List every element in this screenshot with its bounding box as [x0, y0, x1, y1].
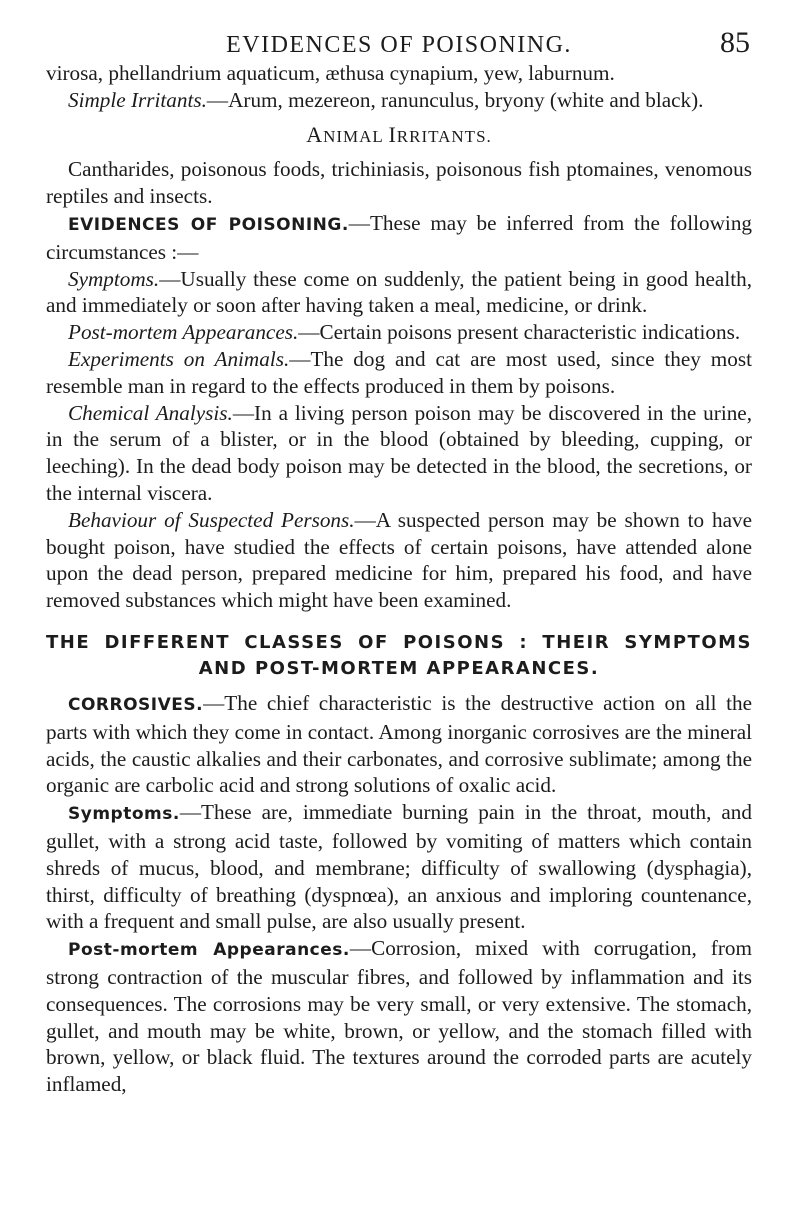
evidences-lead: EVIDENCES OF POISONING.	[68, 214, 349, 235]
page-body	[46, 60, 752, 1098]
running-head	[46, 12, 752, 60]
corrosives-lead: CORROSIVES.	[68, 694, 204, 715]
corrosives-text: —The chief characteristic is the destructive action on all the parts with which they come in contact. Among inorganic corrosives are the mineral acids, the caustic alkalies and their carbonates, and corrosive sublimate; among the organic are carbolic acid and strong solutions of oxalic acid.	[46, 690, 752, 798]
heading-cap: A	[306, 121, 324, 147]
evidence-item-text: —A suspected person may be shown to have bought poison, have studied the effects of certain poisons, have attended alone upon the dead person, prepared medicine for him, prepared his food, and have removed substances which might have been examined.	[46, 507, 752, 613]
heading-cap: I	[388, 121, 397, 147]
running-head-title: EVIDENCES OF POISONING.	[226, 32, 572, 58]
animal-irritants-heading	[46, 122, 752, 151]
symptoms-lead: Symptoms.	[68, 804, 180, 825]
evidence-item-label: Symptoms.	[68, 266, 160, 291]
evidence-item-label: Chemical Analysis.	[68, 400, 233, 425]
evidence-item-text: —The dog and cat are most used, since they most resemble man in regard to the effects produced in them by poisons.	[46, 346, 752, 398]
evidences-paragraph	[46, 210, 752, 266]
evidence-item-text: —Usually these come on suddenly, the patient being in good health, and immediately or soon after having taken a meal, medicine, or drink.	[46, 266, 752, 318]
classes-section-heading: THE DIFFERENT CLASSES OF POISONS : THEIR SYMPTOMS AND POST-MORTEM APPEARANCES.	[46, 631, 752, 679]
continuation-paragraph: virosa, phellandrium aquaticum, æthusa cynapium, yew, laburnum.	[46, 61, 615, 85]
evidence-item	[46, 400, 752, 507]
postmortem-paragraph	[46, 935, 752, 1098]
simple-irritants-label: Simple Irritants.	[68, 87, 207, 112]
simple-irritants-text: —Arum, mezereon, ranunculus, bryony (white and black).	[206, 87, 704, 112]
evidence-item	[46, 266, 752, 320]
evidence-item-label: Behaviour of Suspected Persons.	[68, 507, 355, 532]
evidence-item	[46, 507, 752, 614]
evidence-item	[46, 346, 752, 400]
evidence-item-label: Experiments on Animals.	[68, 346, 290, 371]
evidence-item-text: —In a living person poison may be discovered in the urine, in the serum of a blister, or in the blood (obtained by bleeding, cupping, or leeching). In the dead body poison may be detected in the blood, the secretions, or the internal viscera.	[46, 400, 752, 505]
postmortem-lead: Post-mortem Appearances.	[68, 940, 350, 961]
evidences-text: —These may be inferred from the following circumstances :—	[46, 210, 753, 264]
corrosives-paragraph	[46, 690, 752, 799]
evidence-item-label: Post-mortem Appearances.	[68, 320, 299, 345]
simple-irritants-paragraph	[46, 87, 752, 114]
page-number: 85	[720, 26, 750, 59]
evidence-item	[46, 319, 752, 346]
symptoms-text: —These are, immediate burning pain in the throat, mouth, and gullet, with a strong acid taste, followed by vomiting of matters which contain shreds of mucus, blood, and membrane; difficulty of swallowing (dysphagia), thirst, difficulty of breathing (dyspnœa), an anxious and imploring countenance, with a frequent and small pulse, are also usually present.	[46, 800, 752, 934]
postmortem-text: —Corrosion, mixed with corrugation, from strong contraction of the muscular fibres, and followed by inflammation and its consequences. The corrosions may be very small, or very extensive. The stomach, gullet, and mouth may be white, brown, or yellow, and the stomach filled with brown, yellow, or black fluid. The textures around the corroded parts are acutely inflamed,	[46, 936, 752, 1097]
heading-smallcaps: NIMAL	[323, 126, 389, 146]
heading-smallcaps: RRITANTS.	[396, 126, 492, 146]
animal-irritants-paragraph: Cantharides, poisonous foods, trichiniasis, poisonous fish ptomaines, venomous reptiles and insects.	[46, 157, 752, 209]
evidence-item-text: —Certain poisons present characteristic indications.	[298, 320, 741, 345]
symptoms-paragraph	[46, 799, 752, 935]
